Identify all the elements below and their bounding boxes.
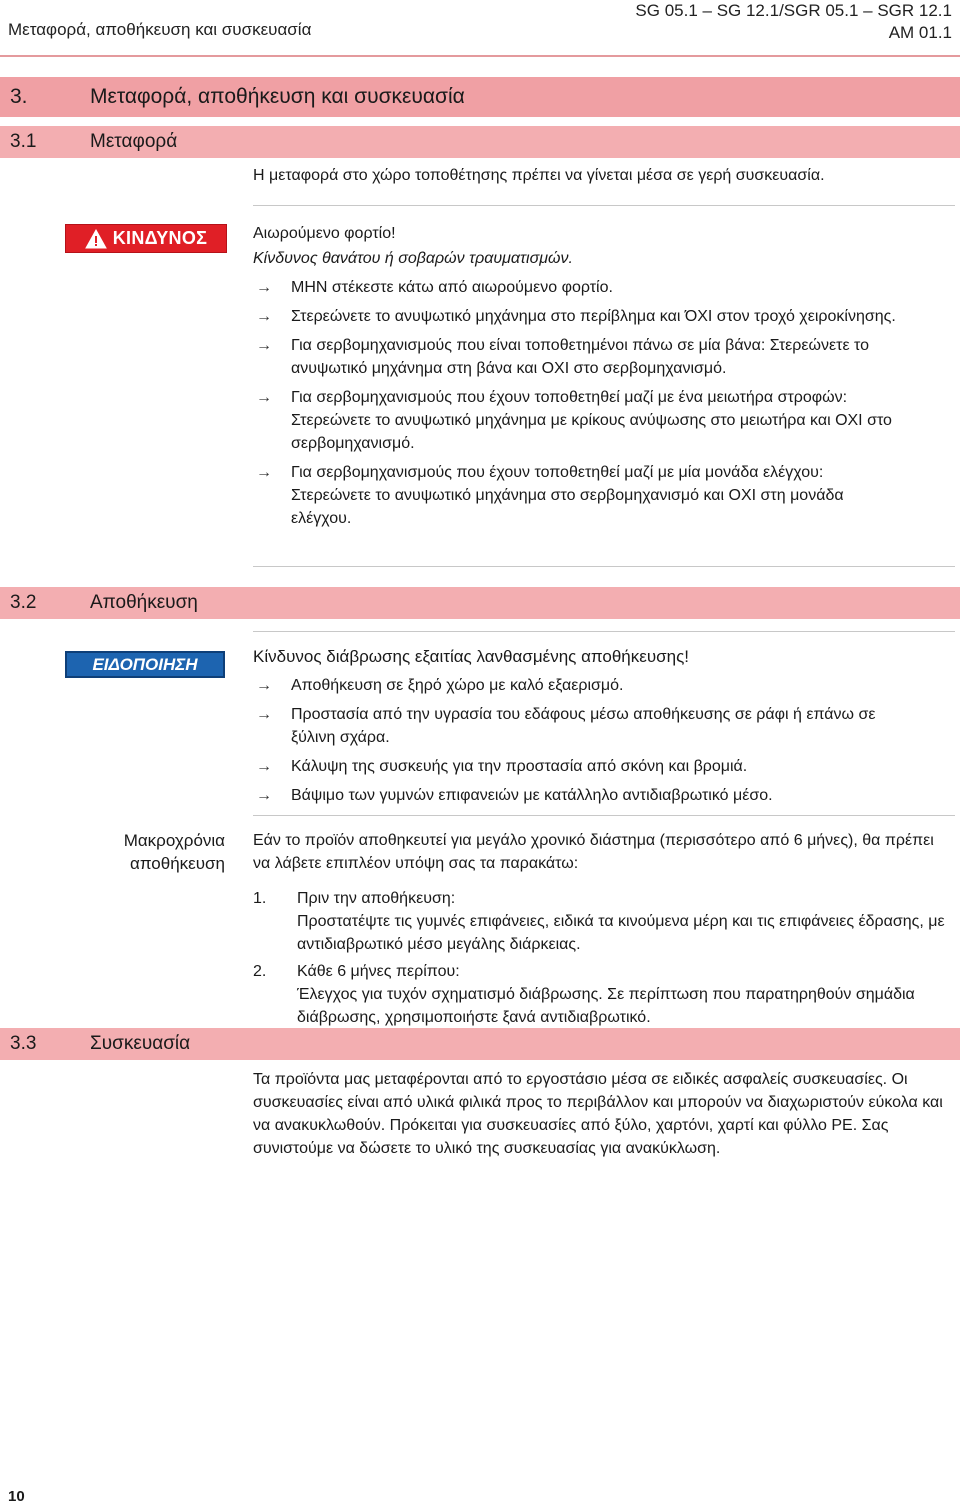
header-section-title: Μεταφορά, αποθήκευση και συσκευασία	[8, 20, 312, 39]
header-rule	[0, 55, 960, 57]
section-heading-packaging	[0, 1028, 960, 1060]
notice-label: ΕΙΔΟΠΟΙΗΣΗ	[92, 654, 198, 674]
danger-badge	[65, 224, 227, 253]
section-number-transport: 3.1	[10, 131, 37, 152]
long-term-storage-content	[253, 829, 955, 1033]
transport-divider-bottom	[253, 566, 955, 567]
chapter-heading-band	[0, 77, 960, 117]
section-title-packaging: Συσκευασία	[90, 1033, 191, 1054]
warning-triangle-icon	[85, 229, 107, 249]
section-title-transport: Μεταφορά	[90, 131, 178, 152]
notice-badge	[65, 651, 225, 678]
header-product-line1: SG 05.1 – SG 12.1/SGR 05.1 – SGR 12.1	[635, 1, 952, 20]
list-item: → Αποθήκευση σε ξηρό χώρο με καλό εξαερισμό.	[253, 674, 913, 697]
warning-subtitle: Κίνδυνος θανάτου ή σοβαρών τραυματισμών.	[253, 250, 573, 267]
packaging-text: Τα προϊόντα μας μεταφέρονται από το εργοστάσιο μέσα σε ειδικές ασφαλείς συσκευασίες. Οι συσκευασίες είναι από υλικά φιλικά προς το περιβάλλον και μπορούν να διαχωριστούν εύκολα και να ανακυκλωθούν. Πρόκειται για συσκευασίες από ξύλο, χαρτόνι, χαρτί και φύλλο PE. Σας συνιστούμε να δώσετε το υλικό της συσκευασίας για ανακύκλωση.	[253, 1071, 943, 1157]
storage-divider-bottom	[253, 815, 955, 816]
storage-divider-top	[253, 631, 955, 632]
arrow-right-icon: →	[256, 279, 272, 296]
header-product-line2: AM 01.1	[888, 23, 952, 42]
list-item: → Για σερβομηχανισμούς που έχουν τοποθετηθεί μαζί με μία μονάδα ελέγχου: Στερεώνετε το ανυψωτικό μηχάνημα στο σερβομηχανισμό και ΟΧΙ στη μονάδα ελέγχου.	[253, 461, 898, 530]
long-term-intro: Εάν το προϊόν αποθηκευτεί για μεγάλο χρονικό διάστημα (περισσότερο από 6 μήνες), θα πρέπει να λάβετε επιπλέον υπόψη σας τα παρακάτω:	[253, 832, 934, 872]
arrow-right-icon: →	[256, 308, 272, 325]
chapter-title: Μεταφορά, αποθήκευση και συσκευασία	[90, 85, 465, 108]
header-product-codes	[635, 0, 952, 44]
section-number-packaging: 3.3	[10, 1033, 37, 1054]
list-item: → Για σερβομηχανισμούς που είναι τοποθετημένοι πάνω σε μία βάνα: Στερεώνετε το ανυψωτικό μηχάνημα στη βάνα και ΟΧΙ στο σερβομηχανισμό.	[253, 334, 898, 380]
arrow-right-icon: →	[256, 389, 272, 406]
transport-intro: Η μεταφορά στο χώρο τοποθέτησης πρέπει να γίνεται μέσα σε γερή συσκευασία.	[253, 167, 825, 184]
section-title-storage: Αποθήκευση	[90, 592, 198, 613]
list-item: 1. Πριν την αποθήκευση: Προστατέψτε τις γυμνές επιφάνειες, ειδικά τα κινούμενα μέρη και τις επιφάνειες έδρασης, με αντιδιαβρωτικό μέσο μεγάλης διάρκειας.	[253, 890, 945, 953]
list-item: → Βάψιμο των γυμνών επιφανειών με κατάλληλο αντιδιαβρωτικό μέσο.	[253, 784, 913, 807]
danger-label: ΚΙΝΔΥΝΟΣ	[112, 228, 208, 248]
transport-divider-top	[253, 205, 955, 206]
long-term-storage-label: Μακροχρόνια αποθήκευση	[123, 831, 225, 873]
chapter-number: 3.	[10, 85, 28, 108]
arrow-right-icon: →	[256, 758, 272, 775]
notice-content	[253, 645, 953, 813]
list-item: 2. Κάθε 6 μήνες περίπου: Έλεγχος για τυχόν σχηματισμό διάβρωσης. Σε περίπτωση που παρατηρηθούν σημάδια διάβρωσης, χρησιμοποιήστε ξανά αντιδιαβρωτικό.	[253, 963, 915, 1026]
warning-title: Αιωρούμενο φορτίο!	[253, 225, 396, 242]
list-item: → Για σερβομηχανισμούς που έχουν τοποθετηθεί μαζί με ένα μειωτήρα στροφών: Στερεώνετε το ανυψωτικό μηχάνημα με κρίκους ανύψωσης στο μειωτήρα και ΟΧΙ στο σερβομηχανισμό.	[253, 386, 898, 455]
arrow-right-icon: →	[256, 677, 272, 694]
page-number: 10	[8, 1488, 25, 1505]
arrow-right-icon: →	[256, 706, 272, 723]
arrow-right-icon: →	[256, 337, 272, 354]
arrow-right-icon: →	[256, 787, 272, 804]
list-item: → Κάλυψη της συσκευής για την προστασία από σκόνη και βρομιά.	[253, 755, 913, 778]
arrow-right-icon: →	[256, 464, 272, 481]
transport-bullet-list	[253, 276, 898, 530]
long-term-steps	[253, 887, 955, 1029]
notice-title: Κίνδυνος διάβρωσης εξαιτίας λανθασμένης αποθήκευσης!	[253, 647, 689, 666]
list-item: → Προστασία από την υγρασία του εδάφους μέσω αποθήκευσης σε ράφι ή επάνω σε ξύλινη σχάρα.	[253, 703, 913, 749]
list-item: → ΜΗΝ στέκεστε κάτω από αιωρούμενο φορτίο.	[253, 276, 898, 299]
section-heading-storage	[0, 587, 960, 619]
list-item: → Στερεώνετε το ανυψωτικό μηχάνημα στο περίβλημα και ΌΧΙ στον τροχό χειροκίνησης.	[253, 305, 898, 328]
storage-bullet-list	[253, 674, 913, 807]
section-heading-transport	[0, 126, 960, 158]
danger-content	[253, 222, 953, 536]
section-number-storage: 3.2	[10, 592, 37, 613]
